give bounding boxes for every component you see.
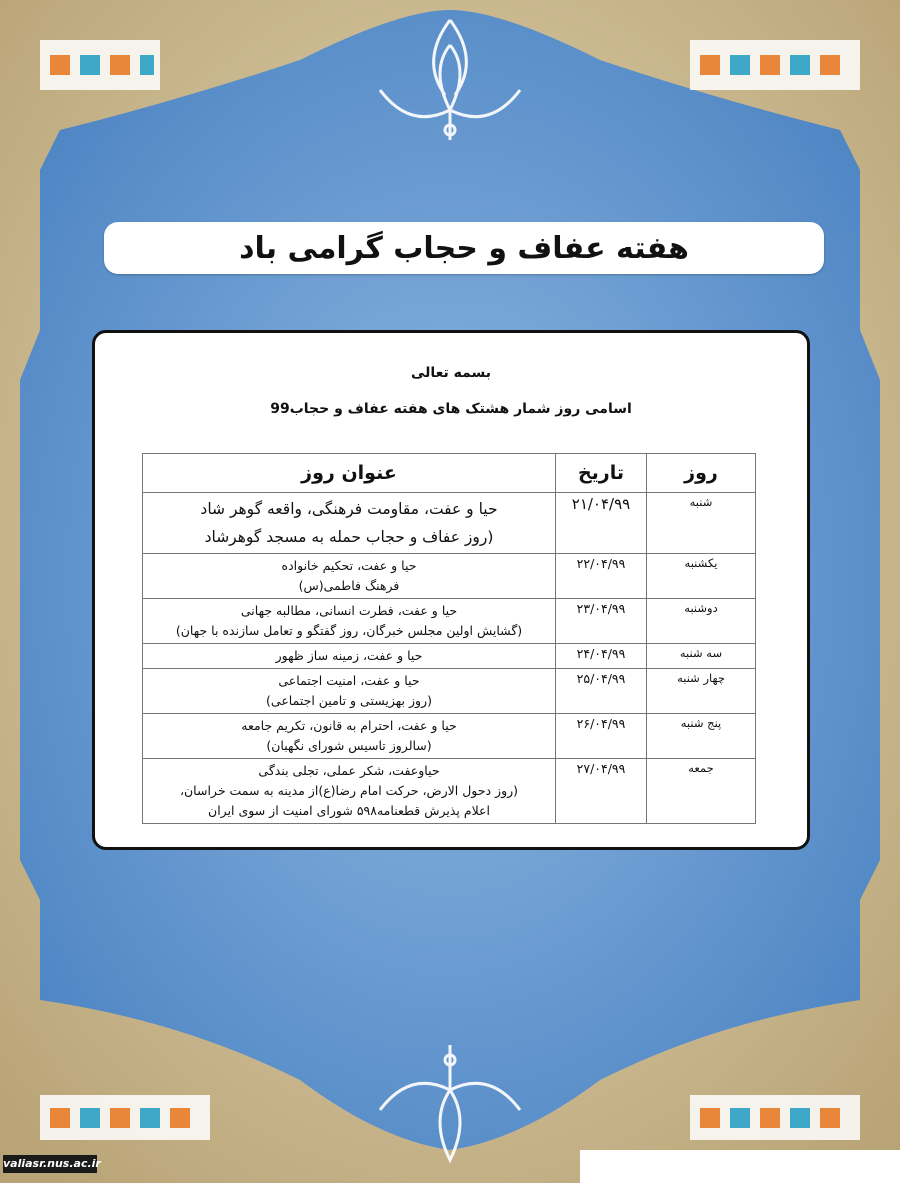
row-title-line: حیا و عفت، امنیت اجتماعی	[278, 673, 420, 688]
table-header-row	[143, 454, 756, 493]
header-day: روز	[647, 454, 756, 493]
row-title	[143, 714, 556, 759]
row-day: پنج شنبه	[647, 714, 756, 759]
row-date: ۲۱/۰۴/۹۹	[556, 493, 647, 554]
row-day: دوشنبه	[647, 599, 756, 644]
row-date: ۲۳/۰۴/۹۹	[556, 599, 647, 644]
pixel-motif-bottom-left	[40, 1095, 210, 1140]
table-row	[143, 599, 756, 644]
row-title-line: اعلام پذیرش قطعنامه۵۹۸ شورای امنیت از سوی ایران	[208, 803, 490, 818]
table-row	[143, 759, 756, 824]
row-title-line: (روز بهزیستی و تامین اجتماعی)	[266, 693, 432, 708]
pixel-motif-top-left	[40, 40, 160, 90]
pixel-motif-top-right	[690, 40, 860, 90]
row-title	[143, 493, 556, 554]
row-date: ۲۷/۰۴/۹۹	[556, 759, 647, 824]
table-row	[143, 714, 756, 759]
table-row	[143, 669, 756, 714]
row-date: ۲۵/۰۴/۹۹	[556, 669, 647, 714]
row-title-line: حیا و عفت، زمینه ساز ظهور	[275, 648, 423, 663]
row-title-line: (روز عفاف و حجاب حمله به مسجد گوهرشاد	[204, 528, 494, 546]
row-date: ۲۶/۰۴/۹۹	[556, 714, 647, 759]
site-watermark: valiasr.nus.ac.ir	[3, 1155, 97, 1173]
table-row	[143, 554, 756, 599]
table-row	[143, 493, 756, 554]
row-title-line: حیاوعفت، شکر عملی، تجلی بندگی	[258, 763, 440, 778]
row-title	[143, 644, 556, 669]
panel-subtitle: اسامی روز شمار هشتک های هفته عفاف و حجاب99	[270, 401, 632, 417]
row-title	[143, 759, 556, 824]
row-day: سه شنبه	[647, 644, 756, 669]
header-title: عنوان روز	[143, 454, 556, 493]
row-title-line: فرهنگ فاطمی(س)	[298, 578, 400, 593]
row-date: ۲۴/۰۴/۹۹	[556, 644, 647, 669]
schedule-panel	[92, 330, 810, 850]
header-date: تاریخ	[556, 454, 647, 493]
panel-title: بسمه تعالی	[410, 365, 492, 381]
row-title	[143, 554, 556, 599]
row-day: چهار شنبه	[647, 669, 756, 714]
row-title-line: حیا و عفت، مقاومت فرهنگی، واقعه گوهر شاد	[200, 500, 498, 518]
title-banner	[104, 222, 824, 274]
row-title-line: (سالروز تاسیس شورای نگهبان)	[266, 738, 432, 753]
schedule-table	[142, 453, 756, 824]
row-title-line: (گشایش اولین مجلس خبرگان، روز گفتگو و تعامل سازنده با جهان)	[175, 623, 523, 638]
table-row	[143, 644, 756, 669]
row-title-line: حیا و عفت، احترام به قانون، تکریم جامعه	[241, 718, 457, 733]
table-body	[143, 493, 756, 824]
pixel-motif-bottom-right	[690, 1095, 860, 1140]
row-title-line: حیا و عفت، فطرت انسانی، مطالبه جهانی	[240, 603, 458, 618]
row-day: یکشنبه	[647, 554, 756, 599]
row-title-line: حیا و عفت، تحکیم خانواده	[281, 558, 417, 573]
row-title	[143, 599, 556, 644]
row-title	[143, 669, 556, 714]
row-date: ۲۲/۰۴/۹۹	[556, 554, 647, 599]
blank-corner	[580, 1150, 900, 1183]
row-day: جمعه	[647, 759, 756, 824]
row-title-line: (روز دحول الارض، حرکت امام رضا(ع)از مدینه به سمت خراسان،	[179, 783, 519, 798]
banner-title: هفته عفاف و حجاب گرامی باد	[239, 230, 689, 266]
row-day: شنبه	[647, 493, 756, 554]
